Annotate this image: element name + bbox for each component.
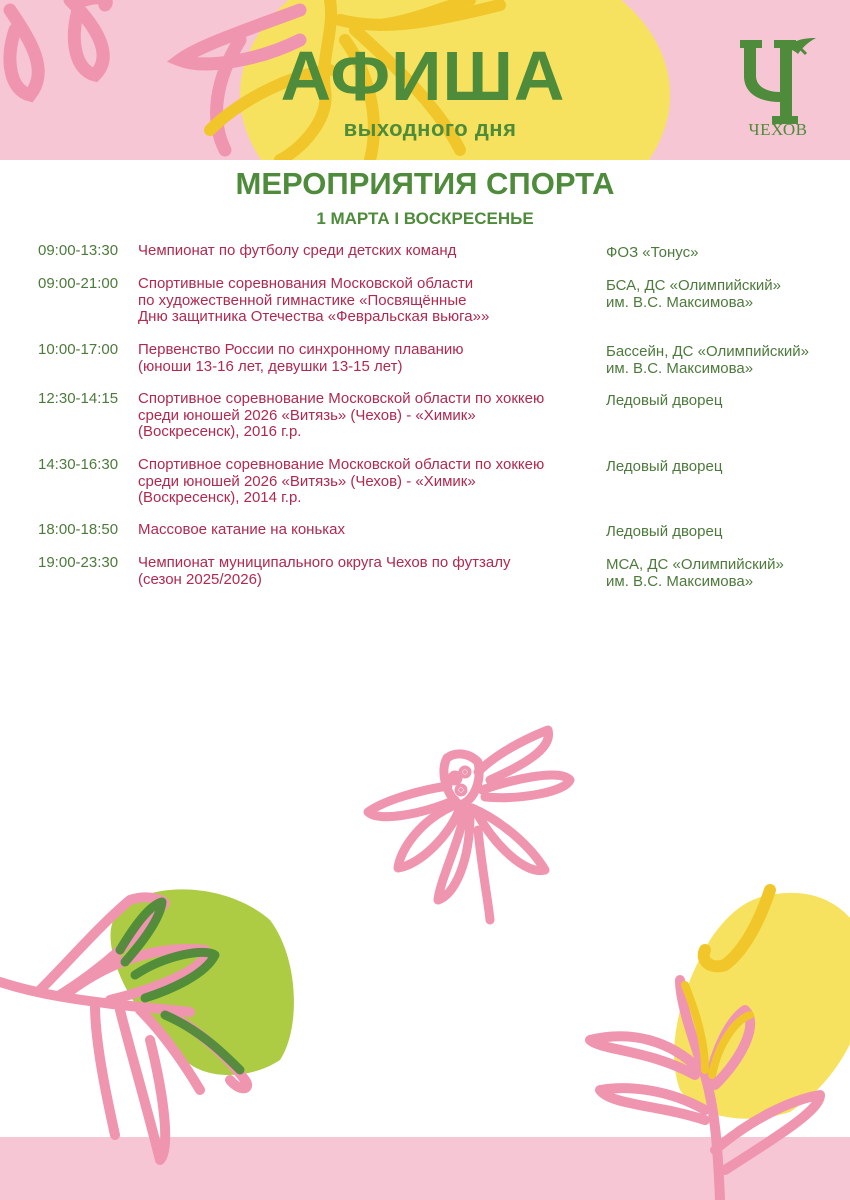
green-overlap-strokes — [120, 902, 240, 1070]
event-time: 19:00-23:30 — [38, 554, 119, 571]
yellow-blob-bottom — [674, 893, 850, 1119]
event-title: Спортивные соревнования Московской области по художественной гимнастике «Посвящённые Дню защитника Отечества «Февральская вьюга»» — [138, 275, 490, 325]
poster-title-text: АФИША — [280, 37, 566, 115]
event-time: 12:30-14:15 — [38, 390, 119, 407]
event-time: 18:00-18:50 — [38, 521, 119, 538]
lime-blob — [111, 889, 294, 1075]
poster-title — [0, 36, 850, 116]
event-place: МСА, ДС «Олимпийский» им. В.С. Максимова» — [606, 556, 784, 590]
event-place: Ледовый дворец — [606, 392, 723, 409]
event-time: 09:00-21:00 — [38, 275, 119, 292]
pink-branch-left — [0, 897, 247, 1160]
event-place: Ледовый дворец — [606, 523, 723, 540]
section-date: 1 МАРТА I ВОСКРЕСЕНЬЕ — [316, 209, 534, 228]
event-title: Чемпионат по футболу среди детских команд — [138, 242, 457, 259]
poster-subtitle: выходного дня — [343, 116, 517, 141]
event-place: БСА, ДС «Олимпийский» им. В.С. Максимова» — [606, 277, 782, 311]
event-time: 14:30-16:30 — [38, 456, 119, 473]
event-title: Чемпионат муниципального округа Чехов по футзалу (сезон 2025/2026) — [138, 554, 511, 588]
yellow-stroke — [704, 890, 770, 966]
event-time: 09:00-13:30 — [38, 242, 119, 259]
event-title: Спортивное соревнование Московской области по хоккею среди юношей 2026 «Витязь» (Чехов) - «Химик» (Воскресенск), 2016 г.р. — [138, 390, 545, 440]
event-title: Спортивное соревнование Московской области по хоккею среди юношей 2026 «Витязь» (Чехов) - «Химик» (Воскресенск), 2014 г.р. — [138, 456, 545, 506]
center-flower-icon — [368, 730, 570, 920]
event-place: ФОЗ «Тонус» — [606, 244, 699, 261]
event-place: Бассейн, ДС «Олимпийский» им. В.С. Максимова» — [606, 343, 810, 377]
section-title: МЕРОПРИЯТИЯ СПОРТА — [235, 166, 615, 201]
event-place: Ледовый дворец — [606, 458, 723, 475]
yellow-leaf-strokes — [685, 985, 750, 1075]
footer-band — [0, 1137, 850, 1200]
event-title: Первенство России по синхронному плаванию (юноши 13-16 лет, девушки 13-15 лет) — [138, 341, 464, 375]
event-title: Массовое катание на коньках — [138, 521, 345, 538]
logo-text: ЧЕХОВ — [748, 120, 808, 139]
event-time: 10:00-17:00 — [38, 341, 119, 358]
header-banner — [0, 0, 850, 160]
